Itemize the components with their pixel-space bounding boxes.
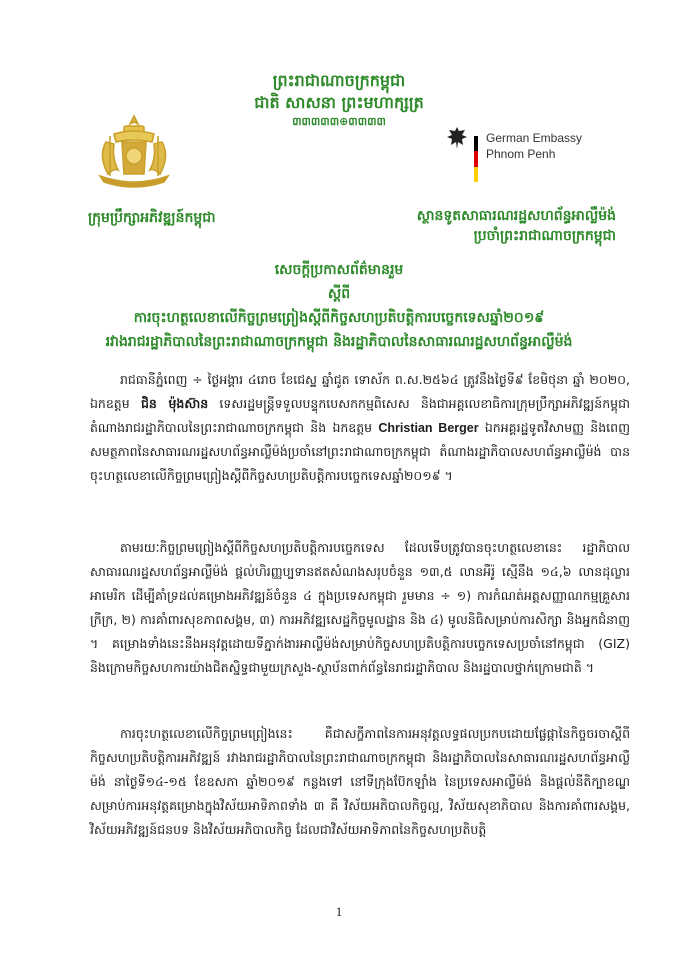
- org-german-embassy: [417, 206, 616, 246]
- press-release-subject-line2: រវាងរាជរដ្ឋាភិបាលនៃព្រះរាជាណាចក្រកម្ពុជា និងរដ្ឋាភិបាលនៃសាធារណរដ្ឋសហព័ន្ធអាល្លឺម៉ង់: [105, 334, 573, 350]
- org-cdc: ក្រុមប្រឹក្សាអភិវឌ្ឍន៍កម្ពុជា: [88, 210, 216, 226]
- national-motto: ជាតិ សាសនា ព្រះមហាក្សត្រ: [254, 93, 424, 112]
- body-paragraph-2: [90, 536, 630, 680]
- p3-text: ការចុះហត្ថលេខាលើកិច្ចព្រមព្រៀងនេះ គឺជាសក្ខីភាពនៃការអនុវត្តលទ្ធផលប្រកបដោយផ្លែផ្កានៃកិច្ចចរចាស្តីពីកិច្ចសហប្រតិបត្តិការអភិវឌ្ឍន៍ រវាងរាជរដ្ឋាភិបាលនៃព្រះរាជាណាចក្រកម្ពុជា និងរដ្ឋាភិបាលនៃសាធារណរដ្ឋសហព័ន្ធអាល្លឺម៉ង់ នាថ្ងៃទី១៤-១៥ ខែឧសភា ឆ្នាំ២០១៩ កន្លងទៅ នៅទីក្រុងប៊ែកឡាំង នៃប្រទេសអាល្លឺម៉ង់ និងផ្តល់នីតិក្បាខណ្ឌសម្រាប់ការអនុវត្តគម្រោងក្នុងវិស័យអាទិភាពទាំង ៣ គឺ វិស័យអភិបាលកិច្ចល្អ, វិស័យសុខាភិបាល និងការគាំពារសង្គម, វិស័យអភិវឌ្ឍន៍ជនបទ និងវិស័យអភិបាលកិច្ច ដែលជាវិស័យអាទិភាពនៃកិច្ចសហប្រតិបត្តិ: [90, 726, 630, 837]
- motto-ornament: ៣៣៣៣៣⊕៣៣៣៣: [292, 115, 386, 128]
- p1-text-c: ឯកអគ្គរដ្ឋទូតវិសាមញ្ញ និងពេញសមត្ថភាពនៃសាធារណរដ្ឋសហព័ន្ធអាល្លឺម៉ង់ប្រចាំនៅព្រះរាជាណាចក្រកម្ពុជា តំណាងរដ្ឋាភិបាលសហព័ន្ធអាល្លឺម៉ង់ បានចុះហត្ថលេខាលើកិច្ចព្រមព្រៀងស្តីពីកិច្ចសហប្រតិបត្តិការបច្ចេកទេសឆ្នាំ២០១៩ ។: [90, 420, 630, 483]
- org-embassy-line1: ស្ថានទូតសាធារណរដ្ឋសហព័ន្ធអាល្លឺម៉ង់: [416, 208, 616, 224]
- cambodia-royal-emblem: [84, 112, 184, 192]
- p1-text-b: ទេសរដ្ឋមន្ត្រីទទួលបន្ទុកបេសកកម្មពិសេស និងជាអគ្គលេខាធិការក្រុមប្រឹក្សាអភិវឌ្ឍន៍កម្ពុជា តំណាងរាជរដ្ឋាភិបាលនៃព្រះរាជាណាចក្រកម្ពុជា និង ឯកឧត្តម: [90, 396, 630, 435]
- official-name-germany: Christian Berger: [378, 421, 479, 435]
- embassy-name: German Embassy: [486, 131, 583, 145]
- p1-text-a: រាជធានីភ្នំពេញ ÷ ថ្ងៃអង្គារ ៤រោច ខែជេស្ឋ ឆ្នាំជូត ទោស័ក ព.ស.២៥៦៤ ត្រូវនឹងថ្ងៃទី៩ ខែមិថុនា ឆ្នាំ ២០២០, ឯកឧត្តម: [90, 372, 630, 411]
- german-embassy-logo: [474, 124, 614, 184]
- kingdom-name: ព្រះរាជាណាចក្រកម្ពុជា: [272, 71, 406, 90]
- german-eagle-icon: [446, 126, 468, 150]
- embassy-city: Phnom Penh: [486, 147, 556, 161]
- press-release-subject-label: ស្តីពី: [327, 286, 351, 302]
- german-flag-bar: [474, 136, 478, 182]
- body-paragraph-1: [90, 368, 630, 488]
- body-paragraph-3: [90, 722, 630, 842]
- p2-text: តាមរយៈកិច្ចព្រមព្រៀងស្តីពីកិច្ចសហប្រតិបត្តិការបច្ចេកទេស ដែលទើបត្រូវបានចុះហត្ថលេខានេះ រដ្ឋាភិបាលសាធារណរដ្ឋសហព័ន្ធអាល្លឺម៉ង់ ផ្តល់ហិរញ្ញប្បទានឥតសំណងសរុបចំនួន ១៣,៥ លានអឺរ៉ូ ស្មើនឹង ១៤,៦ លានដុល្លារអាមេរិក ដើម្បីគាំទ្រដល់គម្រោងអភិវឌ្ឍន៍ចំនួន ៤ ក្នុងប្រទេសកម្ពុជា រួមមាន ÷ ១) ការកំណត់អត្តសញ្ញាណកម្មគ្រួសារក្រីក្រ, ២) ការគាំពារសុខភាពសង្គម, ៣) ការអភិវឌ្ឍសេដ្ឋកិច្ចមូលដ្ឋាន និង ៤) មូលនិធិសម្រាប់ការសិក្សា និងអ្នកជំនាញ ។ គម្រោងទាំងនេះនឹងអនុវត្តដោយទីភ្នាក់ងារអាល្លឺម៉ង់សម្រាប់កិច្ចសហប្រតិបត្តិការបច្ចេកទេសប្រចាំនៅកម្ពុជា (GIZ) និងក្រោមកិច្ចសហការយ៉ាងជិតស្និទ្ធជាមួយក្រសួង-ស្ថាប័នពាក់ព័ន្ធនៃរាជរដ្ឋាភិបាល និងរដ្ឋបាលថ្នាក់ក្រោមជាតិ ។: [90, 540, 630, 675]
- org-embassy-line2: ប្រចាំព្រះរាជាណាចក្រកម្ពុជា: [473, 228, 616, 244]
- page-number: 1: [335, 904, 343, 919]
- official-name-cambodia: ជិន ម៉ុងស៊ាន: [140, 396, 209, 411]
- press-release-title: សេចក្តីប្រកាសព័ត៌មានរួម: [274, 262, 404, 278]
- press-release-subject-line1: ការចុះហត្ថលេខាលើកិច្ចព្រមព្រៀងស្តីពីកិច្ចសហប្រតិបត្តិការបច្ចេកទេសឆ្នាំ២០១៩: [133, 310, 545, 326]
- press-release-heading: [0, 258, 678, 354]
